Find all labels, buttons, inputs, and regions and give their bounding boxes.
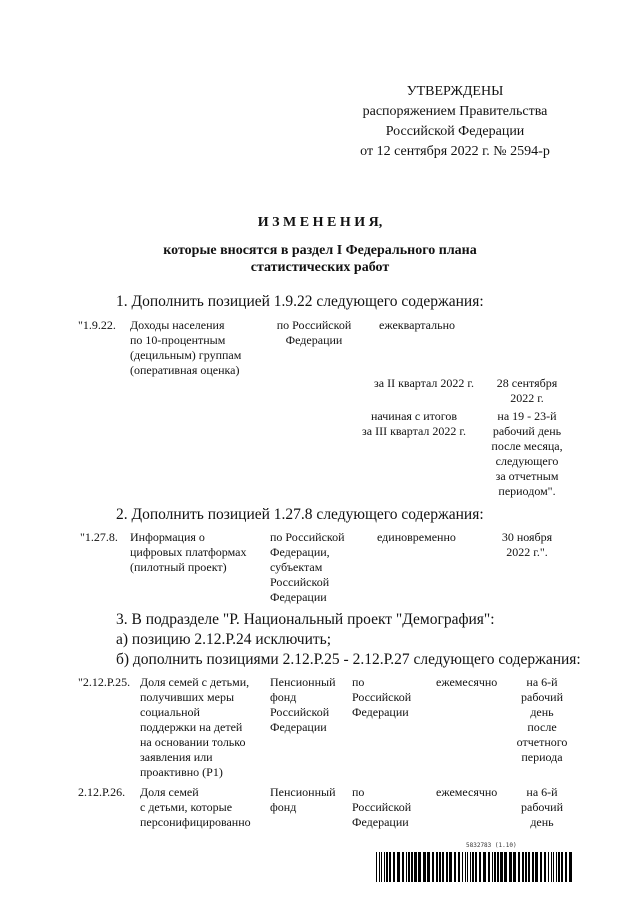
item1-row2-period: начиная с итогов за III квартал 2022 г. bbox=[362, 409, 466, 438]
item1-heading: 1. Дополнить позицией 1.9.22 следующего содержания: bbox=[116, 293, 484, 310]
item1-name: Доходы населения по 10-процентным (децильным) группам (оперативная оценка) bbox=[130, 318, 242, 377]
document-title: И З М Е Н Е Н И Я, bbox=[257, 215, 383, 230]
item3-row1-name: Доля семей с детьми, получивших меры социальной поддержки на детей на основании только заявления или проактивно (Р1) bbox=[140, 675, 250, 779]
item3-row2-deadline: на 6-й рабочий день bbox=[521, 785, 563, 829]
item3-row2-level: по Российской Федерации bbox=[352, 785, 412, 829]
item3-row2-org: Пенсионный фонд bbox=[270, 785, 336, 814]
item3-heading: 3. В подразделе "Р. Национальный проект "Демография": bbox=[116, 611, 495, 628]
item3-row2-frequency: ежемесячно bbox=[436, 785, 498, 799]
approval-line-3: Российской Федерации bbox=[385, 124, 525, 139]
barcode-icon bbox=[376, 852, 572, 882]
item3-row2-name: Доля семей с детьми, которые персонифицированно bbox=[140, 785, 251, 829]
item2-frequency: единовременно bbox=[377, 530, 456, 544]
item2-code: "1.27.8. bbox=[80, 530, 118, 544]
item1-code: "1.9.22. bbox=[78, 318, 116, 332]
document-subtitle-2: статистических работ bbox=[250, 260, 390, 275]
item1-row1-deadline: 28 сентября 2022 г. bbox=[496, 376, 558, 405]
item2-level: по Российской Федерации, субъектам Российской Федерации bbox=[270, 530, 345, 604]
item2-name: Информация о цифровых платформах (пилотный проект) bbox=[130, 530, 247, 574]
item3-row2-code: 2.12.Р.26. bbox=[78, 785, 126, 799]
approval-line-2: распоряжением Правительства bbox=[362, 104, 548, 119]
item1-frequency: ежеквартально bbox=[379, 318, 455, 332]
document-subtitle-1: которые вносятся в раздел I Федерального плана bbox=[163, 243, 477, 258]
item1-row2-deadline: на 19 - 23-й рабочий день после месяца, следующего за отчетным периодом". bbox=[491, 409, 563, 498]
item3-row1-org: Пенсионный фонд Российской Федерации bbox=[270, 675, 336, 734]
approval-line-4: от 12 сентября 2022 г. № 2594-р bbox=[360, 144, 550, 159]
barcode-number: 5832783 (1.10) bbox=[466, 842, 517, 849]
item3-sub-b: б) дополнить позициями 2.12.Р.25 - 2.12.Р.27 следующего содержания: bbox=[116, 651, 581, 668]
item1-row1-period: за II квартал 2022 г. bbox=[374, 376, 474, 390]
approval-line-1: УТВЕРЖДЕНЫ bbox=[406, 84, 504, 99]
approval-block bbox=[330, 82, 580, 162]
item3-row1-frequency: ежемесячно bbox=[436, 675, 498, 689]
item3-row1-level: по Российской Федерации bbox=[352, 675, 412, 719]
item3-row1-code: "2.12.Р.25. bbox=[78, 675, 131, 689]
item3-row1-deadline: на 6-й рабочий день после отчетного периода bbox=[516, 675, 568, 764]
item2-deadline: 30 ноября 2022 г.". bbox=[501, 530, 553, 559]
item1-level: по Российской Федерации bbox=[276, 318, 352, 347]
item3-sub-a: а) позицию 2.12.Р.24 исключить; bbox=[116, 631, 332, 648]
item2-heading: 2. Дополнить позицией 1.27.8 следующего содержания: bbox=[116, 506, 484, 523]
